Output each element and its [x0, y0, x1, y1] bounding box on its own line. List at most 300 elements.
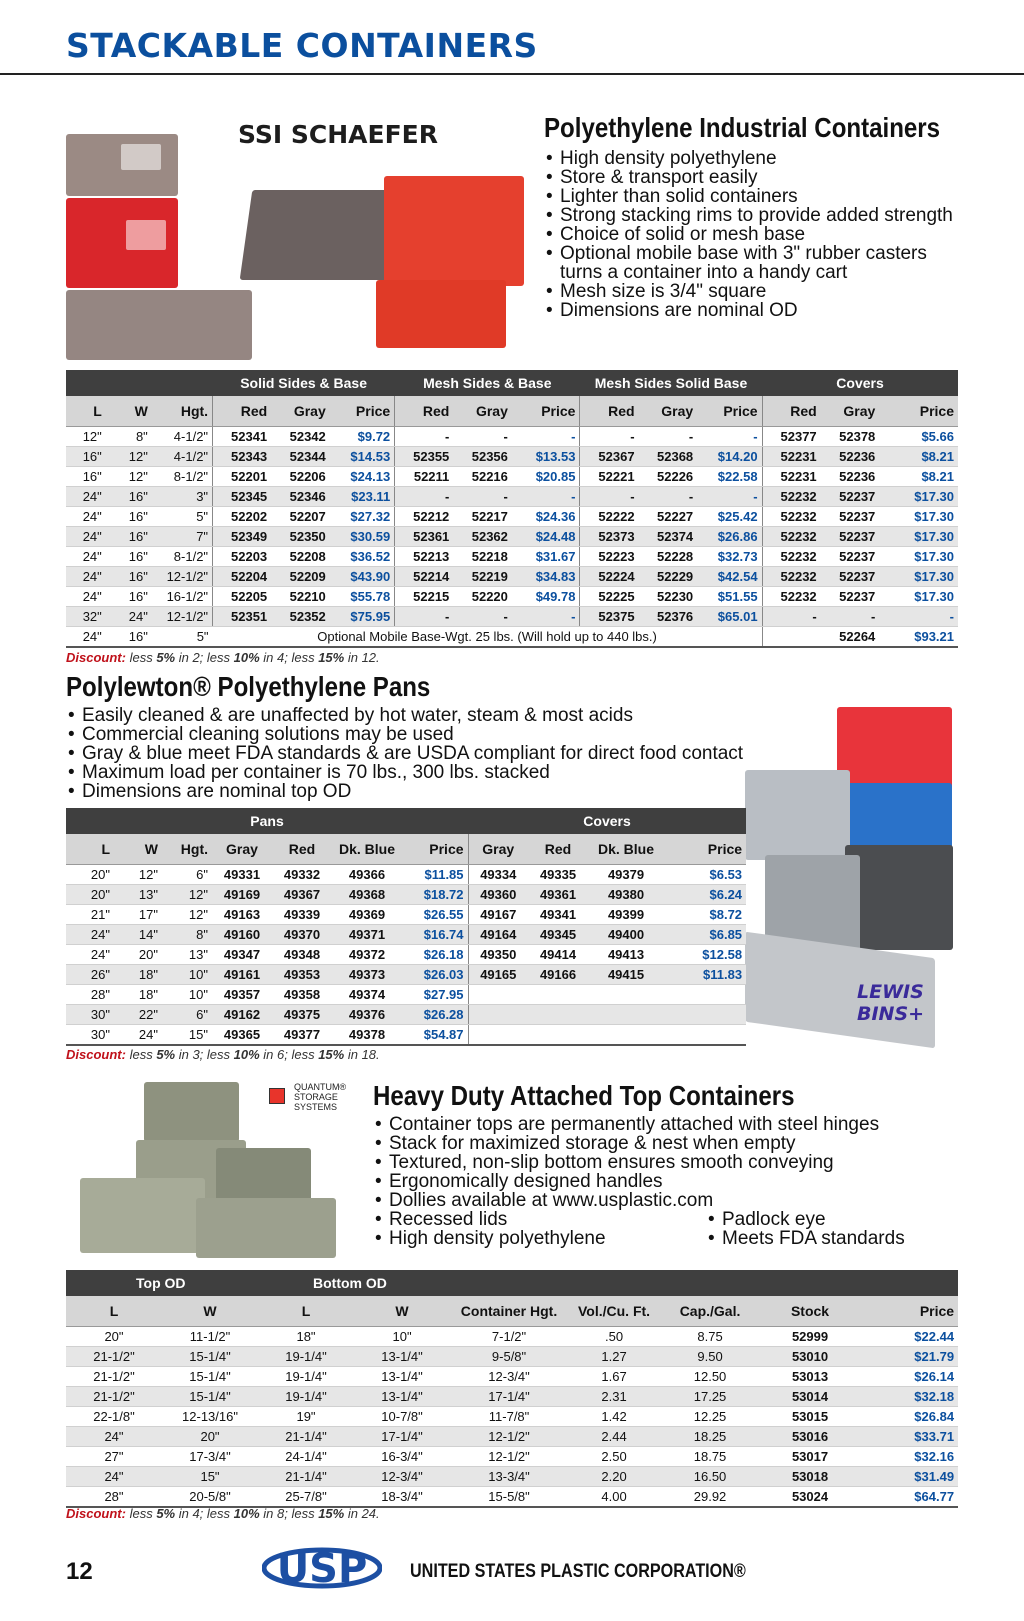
table-cell: 52213	[395, 547, 454, 567]
section1-discount: Discount: less 5% in 2; less 10% in 4; less 15% in 12.	[66, 650, 380, 665]
column-header: Dk. Blue	[332, 834, 402, 865]
table-cell: 52214	[395, 567, 454, 587]
table-row	[66, 905, 746, 925]
table-cell: 12.50	[660, 1367, 760, 1387]
column-header: Price	[512, 396, 580, 427]
section3-title: Heavy Duty Attached Top Containers	[373, 1080, 795, 1111]
table-row	[66, 1447, 958, 1467]
table-cell: 49375	[272, 1005, 332, 1025]
table-cell: $49.78	[512, 587, 580, 607]
column-header: Price	[330, 396, 395, 427]
bullet: • Lighter than solid containers	[544, 187, 964, 206]
usp-logo	[262, 1538, 382, 1598]
table-cell: 28"	[66, 1487, 162, 1508]
table-cell: $26.14	[860, 1367, 958, 1387]
column-header: Red	[762, 396, 821, 427]
table-cell: 49378	[332, 1025, 402, 1046]
table-row	[66, 1387, 958, 1407]
table-cell: 52377	[762, 427, 821, 447]
table-cell	[664, 1025, 746, 1046]
table-cell: 53017	[760, 1447, 860, 1467]
table-cell: $21.79	[860, 1347, 958, 1367]
table-row	[66, 1025, 746, 1046]
table-cell: 12-3/4"	[450, 1367, 568, 1387]
table-cell: 9.50	[660, 1347, 760, 1367]
bullet: • Mesh size is 3/4" square	[544, 282, 964, 301]
table-cell: 18"	[114, 965, 162, 985]
table-cell: 13-1/4"	[354, 1347, 450, 1367]
table-cell: $20.85	[512, 467, 580, 487]
table-cell: 52208	[271, 547, 330, 567]
table-row	[66, 1367, 958, 1387]
table-cell: 52201	[213, 467, 272, 487]
table-cell: 52226	[639, 467, 698, 487]
column-header: Red	[528, 834, 588, 865]
table-cell: 5"	[152, 627, 213, 648]
table-cell: $26.84	[860, 1407, 958, 1427]
bullet: • Easily cleaned & are unaffected by hot water, steam & most acids	[66, 706, 806, 725]
column-header: Red	[213, 396, 272, 427]
column-header: W	[106, 396, 152, 427]
table-cell: $17.30	[879, 507, 958, 527]
table-cell: 13-1/4"	[354, 1367, 450, 1387]
table-cell: 5"	[152, 507, 213, 527]
table-row	[66, 527, 958, 547]
table-cell: 1.27	[568, 1347, 660, 1367]
table-row	[66, 467, 958, 487]
column-header: Gray	[639, 396, 698, 427]
table-cell: 52346	[271, 487, 330, 507]
table-cell: 52373	[580, 527, 639, 547]
table-cell: 14"	[114, 925, 162, 945]
table-cell: 18.75	[660, 1447, 760, 1467]
table-cell: $25.42	[697, 507, 762, 527]
bullet: • Recessed lids	[373, 1210, 703, 1229]
table-cell: 52356	[453, 447, 512, 467]
table-cell: 49161	[212, 965, 272, 985]
table-cell: $8.21	[879, 467, 958, 487]
table-row	[66, 1347, 958, 1367]
table-cell: 52378	[821, 427, 880, 447]
table-cell: 4.00	[568, 1487, 660, 1508]
table-cell: 2.50	[568, 1447, 660, 1467]
table-row	[66, 567, 958, 587]
bullet: • Dimensions are nominal top OD	[66, 782, 806, 801]
table-cell: 53010	[760, 1347, 860, 1367]
table-cell: 52221	[580, 467, 639, 487]
table-cell: $31.49	[860, 1467, 958, 1487]
table-cell: 49379	[588, 865, 664, 885]
table-cell: 12-1/2"	[450, 1427, 568, 1447]
table-cell: 49380	[588, 885, 664, 905]
table-cell: 11-1/2"	[162, 1327, 258, 1347]
table-cell: 52999	[760, 1327, 860, 1347]
column-header: Stock	[760, 1296, 860, 1327]
table-cell: $8.72	[664, 905, 746, 925]
table-cell: 52367	[580, 447, 639, 467]
column-header: Gray	[821, 396, 880, 427]
table-cell: 52232	[762, 587, 821, 607]
group-header: Top OD	[66, 1270, 258, 1296]
table-cell: 52207	[271, 507, 330, 527]
section1-title: Polyethylene Industrial Containers	[544, 112, 941, 143]
table-cell: $27.32	[330, 507, 395, 527]
column-header: Gray	[468, 834, 528, 865]
table-cell: 12-1/2"	[450, 1447, 568, 1467]
table-cell: 20-5/8"	[162, 1487, 258, 1508]
table-cell: 16"	[106, 507, 152, 527]
column-header: L	[258, 1296, 354, 1327]
table-cell: 52355	[395, 447, 454, 467]
group-header: Pans	[66, 808, 468, 834]
table-cell	[664, 985, 746, 1005]
table-cell: 15-1/4"	[162, 1347, 258, 1367]
table-cell: 12"	[162, 885, 212, 905]
table-cell: 7-1/2"	[450, 1327, 568, 1347]
group-header: Mesh Sides Solid Base	[580, 370, 762, 396]
table-cell: 52202	[213, 507, 272, 527]
column-header: Container Hgt.	[450, 1296, 568, 1327]
bullet: • Meets FDA standards	[706, 1229, 956, 1248]
table-row	[66, 487, 958, 507]
table-cell: 12-3/4"	[354, 1467, 450, 1487]
table-cell: 52343	[213, 447, 272, 467]
table-cell: 15"	[162, 1025, 212, 1046]
table-cell: 53016	[760, 1427, 860, 1447]
table-cell: $6.24	[664, 885, 746, 905]
table-cell: 12"	[162, 905, 212, 925]
table-cell: $9.72	[330, 427, 395, 447]
table-cell: 49373	[332, 965, 402, 985]
table-cell: -	[821, 607, 880, 627]
table-cell: -	[580, 427, 639, 447]
table-cell: $26.86	[697, 527, 762, 547]
table-cell: $18.72	[402, 885, 468, 905]
table-cell: 53024	[760, 1487, 860, 1508]
table-cell: 2.20	[568, 1467, 660, 1487]
bullet: • Container tops are permanently attached with steel hinges	[373, 1115, 963, 1134]
table-cell: $22.44	[860, 1327, 958, 1347]
ssi-schaefer-logo: SSI SCHAEFER	[238, 120, 438, 149]
table-cell: 53013	[760, 1367, 860, 1387]
table-cell: 19"	[258, 1407, 354, 1427]
table-cell: 8"	[106, 427, 152, 447]
table-cell: $51.55	[697, 587, 762, 607]
table-cell: 52362	[453, 527, 512, 547]
table-cell: 27"	[66, 1447, 162, 1467]
table-cell: 52237	[821, 507, 880, 527]
column-header: Red	[272, 834, 332, 865]
table-cell	[468, 985, 528, 1005]
table-cell: 52237	[821, 527, 880, 547]
table-cell: $17.30	[879, 527, 958, 547]
table-cell: $26.55	[402, 905, 468, 925]
table-cell: 49370	[272, 925, 332, 945]
table-cell: 21-1/4"	[258, 1467, 354, 1487]
table-cell: 52374	[639, 527, 698, 547]
table-cell: 21-1/2"	[66, 1347, 162, 1367]
table-cell: 52206	[271, 467, 330, 487]
table-cell: 7"	[152, 527, 213, 547]
table-cell: $33.71	[860, 1427, 958, 1447]
table-cell: 13-1/4"	[354, 1387, 450, 1407]
table-cell: 17"	[114, 905, 162, 925]
table-cell: 52225	[580, 587, 639, 607]
table-cell: 9-5/8"	[450, 1347, 568, 1367]
table-cell: 53015	[760, 1407, 860, 1427]
table-cell: 52236	[821, 447, 880, 467]
column-header: Price	[879, 396, 958, 427]
group-header: Mesh Sides & Base	[395, 370, 580, 396]
table-cell: 52203	[213, 547, 272, 567]
table-cell: -	[395, 487, 454, 507]
table-cell: 52217	[453, 507, 512, 527]
table-cell: 19-1/4"	[258, 1367, 354, 1387]
table-cell: 52349	[213, 527, 272, 547]
table-cell: 49361	[528, 885, 588, 905]
column-header: Price	[697, 396, 762, 427]
table-cell: $54.87	[402, 1025, 468, 1046]
column-header: W	[162, 1296, 258, 1327]
table-cell: 4-1/2"	[152, 427, 213, 447]
table-cell: 18"	[258, 1327, 354, 1347]
table-cell: 52237	[821, 487, 880, 507]
lewis-bins-logo: LEWIS BINS+	[857, 981, 925, 1025]
table-cell: 24"	[66, 1467, 162, 1487]
table-cell: $26.18	[402, 945, 468, 965]
table-cell: 52224	[580, 567, 639, 587]
column-header: W	[354, 1296, 450, 1327]
table-cell: 20"	[66, 885, 114, 905]
table-cell: 52216	[453, 467, 512, 487]
table-cell: 12-1/2"	[152, 567, 213, 587]
table-cell: $32.16	[860, 1447, 958, 1467]
table-cell: 49166	[528, 965, 588, 985]
table-cell: 52345	[213, 487, 272, 507]
table-cell: 49368	[332, 885, 402, 905]
table-cell: 24"	[114, 1025, 162, 1046]
table-cell: 19-1/4"	[258, 1347, 354, 1367]
table-cell: 49367	[272, 885, 332, 905]
table-cell: $17.30	[879, 587, 958, 607]
table-cell: 24"	[66, 1427, 162, 1447]
table-cell	[468, 1005, 528, 1025]
table-cell: 52212	[395, 507, 454, 527]
table-cell: 49331	[212, 865, 272, 885]
table-cell: 16.50	[660, 1467, 760, 1487]
table-cell: 52361	[395, 527, 454, 547]
table-cell: 49165	[468, 965, 528, 985]
table-cell: 49169	[212, 885, 272, 905]
table-cell: 16"	[106, 587, 152, 607]
table-cell: $11.85	[402, 865, 468, 885]
table-cell: 49347	[212, 945, 272, 965]
table-cell: 49400	[588, 925, 664, 945]
table-cell: 18-3/4"	[354, 1487, 450, 1508]
table-cell: 49399	[588, 905, 664, 925]
table-cell: -	[395, 607, 454, 627]
bullet: • Strong stacking rims to provide added strength	[544, 206, 964, 225]
bullet: • Store & transport easily	[544, 168, 964, 187]
table-cell: 25-7/8"	[258, 1487, 354, 1508]
polyethylene-pans-table	[66, 808, 746, 1046]
page-number: 12	[66, 1558, 93, 1585]
table-cell: $6.85	[664, 925, 746, 945]
bullet: • Stack for maximized storage & nest when empty	[373, 1134, 963, 1153]
table-cell: 49415	[588, 965, 664, 985]
table-cell: 26"	[66, 965, 114, 985]
table-cell: 16-1/2"	[152, 587, 213, 607]
section3-discount: Discount: less 5% in 4; less 10% in 8; less 15% in 24.	[66, 1506, 380, 1521]
column-header: Price	[664, 834, 746, 865]
table-cell: 30"	[66, 1005, 114, 1025]
table-cell: 20"	[66, 1327, 162, 1347]
table-cell: 24"	[66, 945, 114, 965]
table-cell: 12"	[66, 427, 106, 447]
bullet: • Dimensions are nominal OD	[544, 301, 964, 320]
table-cell: 2.44	[568, 1427, 660, 1447]
table-cell: 49339	[272, 905, 332, 925]
column-header: Vol./Cu. Ft.	[568, 1296, 660, 1327]
section2-bullets	[66, 706, 806, 801]
table-row	[66, 1487, 958, 1508]
table-cell	[528, 985, 588, 1005]
table-cell: -	[512, 487, 580, 507]
table-row	[66, 1467, 958, 1487]
table-cell: 52230	[639, 587, 698, 607]
table-cell: $8.21	[879, 447, 958, 467]
table-cell: 21"	[66, 905, 114, 925]
table-cell: 18.25	[660, 1427, 760, 1447]
table-cell: $24.36	[512, 507, 580, 527]
table-cell: 13"	[162, 945, 212, 965]
table-cell: 16"	[66, 447, 106, 467]
table-cell: 24"	[66, 487, 106, 507]
table-cell: 24"	[66, 527, 106, 547]
table-cell	[528, 1025, 588, 1046]
table-cell: 20"	[66, 865, 114, 885]
table-cell: $26.03	[402, 965, 468, 985]
table-cell: 12-1/2"	[152, 607, 213, 627]
column-header: Dk. Blue	[588, 834, 664, 865]
table-cell: $11.83	[664, 965, 746, 985]
table-cell: $14.53	[330, 447, 395, 467]
table-cell: 17-1/4"	[450, 1387, 568, 1407]
table-cell: 52376	[639, 607, 698, 627]
table-cell: 52344	[271, 447, 330, 467]
table-cell: 24"	[106, 607, 152, 627]
table-cell: 6"	[162, 1005, 212, 1025]
table-cell: 52205	[213, 587, 272, 607]
table-cell: $22.58	[697, 467, 762, 487]
table-cell: 49377	[272, 1025, 332, 1046]
table-cell: $43.90	[330, 567, 395, 587]
table-cell: $75.95	[330, 607, 395, 627]
table-cell: 52231	[762, 447, 821, 467]
table-cell: 52209	[271, 567, 330, 587]
table-cell: 29.92	[660, 1487, 760, 1508]
table-cell: $26.28	[402, 1005, 468, 1025]
title-rule	[0, 73, 1024, 75]
table-cell: 17.25	[660, 1387, 760, 1407]
table-cell: 15-1/4"	[162, 1387, 258, 1407]
table-cell: 21-1/2"	[66, 1367, 162, 1387]
table-row	[66, 507, 958, 527]
table-cell: 53018	[760, 1467, 860, 1487]
table-cell: 52237	[821, 547, 880, 567]
table-row	[66, 1427, 958, 1447]
table-cell: 24"	[66, 547, 106, 567]
table-cell: $6.53	[664, 865, 746, 885]
table-cell: 20"	[114, 945, 162, 965]
table-cell: 17-1/4"	[354, 1427, 450, 1447]
table-cell: 12-13/16"	[162, 1407, 258, 1427]
table-cell: $24.13	[330, 467, 395, 487]
table-cell: -	[453, 487, 512, 507]
table-cell: 24"	[66, 627, 106, 648]
column-header: Price	[402, 834, 468, 865]
table-cell: $12.58	[664, 945, 746, 965]
table-cell: 52351	[213, 607, 272, 627]
bullet: • Gray & blue meet FDA standards & are USDA compliant for direct food contact	[66, 744, 806, 763]
table-cell: 49160	[212, 925, 272, 945]
section2-discount: Discount: less 5% in 3; less 10% in 6; less 15% in 18.	[66, 1047, 380, 1062]
quantum-storage-logo: QUANTUM® STORAGE SYSTEMS	[294, 1082, 347, 1112]
table-cell: -	[697, 427, 762, 447]
table-cell: 49371	[332, 925, 402, 945]
table-cell: 16"	[106, 567, 152, 587]
table-cell: 12"	[106, 467, 152, 487]
table-cell: $16.74	[402, 925, 468, 945]
table-cell: 22-1/8"	[66, 1407, 162, 1427]
column-header: Hgt.	[152, 396, 213, 427]
page-title: STACKABLE CONTAINERS	[66, 26, 538, 65]
section3-bullets	[373, 1115, 963, 1210]
column-header: Cap./Gal.	[660, 1296, 760, 1327]
bullet: • Padlock eye	[706, 1210, 956, 1229]
table-cell: 49162	[212, 1005, 272, 1025]
table-cell: -	[453, 427, 512, 447]
table-cell: -	[453, 607, 512, 627]
section3-bullets-right	[706, 1210, 956, 1248]
table-row	[66, 547, 958, 567]
quantum-containers-photo	[66, 1078, 358, 1263]
table-cell: 52223	[580, 547, 639, 567]
table-cell: 52219	[453, 567, 512, 587]
column-header: Price	[860, 1296, 958, 1327]
table-cell: 52220	[453, 587, 512, 607]
table-cell: 24"	[66, 567, 106, 587]
table-cell: 49365	[212, 1025, 272, 1046]
table-cell: 2.31	[568, 1387, 660, 1407]
lewis-bins-photo	[745, 705, 960, 1065]
table-cell: 24"	[66, 587, 106, 607]
table-cell: 49350	[468, 945, 528, 965]
table-cell: 1.67	[568, 1367, 660, 1387]
table-cell: 12"	[106, 447, 152, 467]
table-cell: 49413	[588, 945, 664, 965]
table-row	[66, 925, 746, 945]
table-cell: 19-1/4"	[258, 1387, 354, 1407]
table-cell: 52218	[453, 547, 512, 567]
column-header: L	[66, 834, 114, 865]
table-cell: 52232	[762, 487, 821, 507]
table-cell: Optional Mobile Base-Wgt. 25 lbs. (Will hold up to 440 lbs.)	[213, 627, 763, 648]
table-cell: $14.20	[697, 447, 762, 467]
table-row	[66, 965, 746, 985]
table-cell	[588, 985, 664, 1005]
table-cell: -	[879, 607, 958, 627]
